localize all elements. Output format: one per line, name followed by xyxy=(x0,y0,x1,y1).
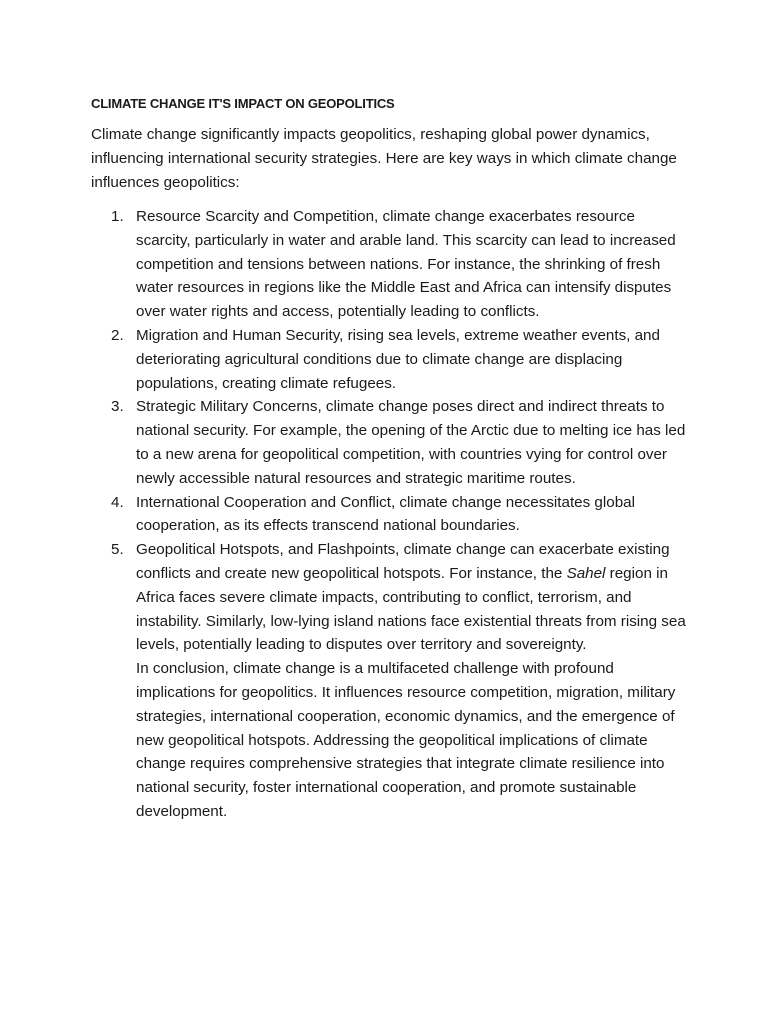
sahel-italic: Sahel xyxy=(566,564,606,582)
list-item-number: 5. xyxy=(111,541,124,559)
list-item-text: Strategic Military Concerns, climate change poses direct and indirect threats to national security. For example, the opening of the Arctic due to melting ice has led to a new arena for geopolitical competition, with countries vying for control over newly accessible natural resources and strategic maritime routes. xyxy=(136,398,686,487)
list-item-text-after: region in Africa faces severe climate impacts, contributing to conflict, terrorism, and instability. Similarly, low-lying island nations face existential threats from rising sea levels, potentially leading to disputes over territory and sovereignty. xyxy=(136,564,686,654)
list-item xyxy=(91,395,691,490)
list-item xyxy=(91,324,691,395)
list-item-text: Resource Scarcity and Competition, climate change exacerbates resource scarcity, particularly in water and arable land. This scarcity can lead to increased competition and tensions between nations. For instance, the shrinking of fresh water resources in regions like the Middle East and Africa can intensify disputes over water rights and access, potentially leading to conflicts. xyxy=(136,208,676,321)
document-title: CLIMATE CHANGE IT'S IMPACT ON GEOPOLITICS xyxy=(91,96,395,111)
list-item-number: 4. xyxy=(111,493,124,511)
list-item-number: 1. xyxy=(111,208,124,225)
list-item-text-before: Geopolitical Hotspots, and Flashpoints, climate change can exacerbate existing conflicts and create new geopolitical hotspots. For instance, the xyxy=(136,541,670,582)
key-ways-list xyxy=(91,205,691,824)
list-item-text: International Cooperation and Conflict, climate change necessitates global cooperation, as its effects transcend national boundaries. xyxy=(136,493,635,535)
list-item-number: 2. xyxy=(111,326,124,344)
intro-paragraph: Climate change significantly impacts geopolitics, reshaping global power dynamics, influencing international security strategies. Here are key ways in which climate change influences geopolitics: xyxy=(91,126,677,191)
list-item-number: 3. xyxy=(111,398,124,416)
list-item-text: Migration and Human Security, rising sea levels, extreme weather events, and deteriorating agricultural conditions due to climate change are displacing populations, creating climate refugees. xyxy=(136,326,660,392)
list-item xyxy=(91,491,691,539)
list-item xyxy=(91,205,691,324)
list-item xyxy=(91,538,691,824)
conclusion-paragraph: In conclusion, climate change is a multifaceted challenge with profound implications for geopolitics. It influences resource competition, migration, military strategies, international cooperation, economic dynamics, and the emergence of new geopolitical hotspots. Addressing the geopolitical implications of climate change requires comprehensive strategies that integrate climate resilience into national security, foster international cooperation, and promote sustainable development. xyxy=(136,660,676,820)
